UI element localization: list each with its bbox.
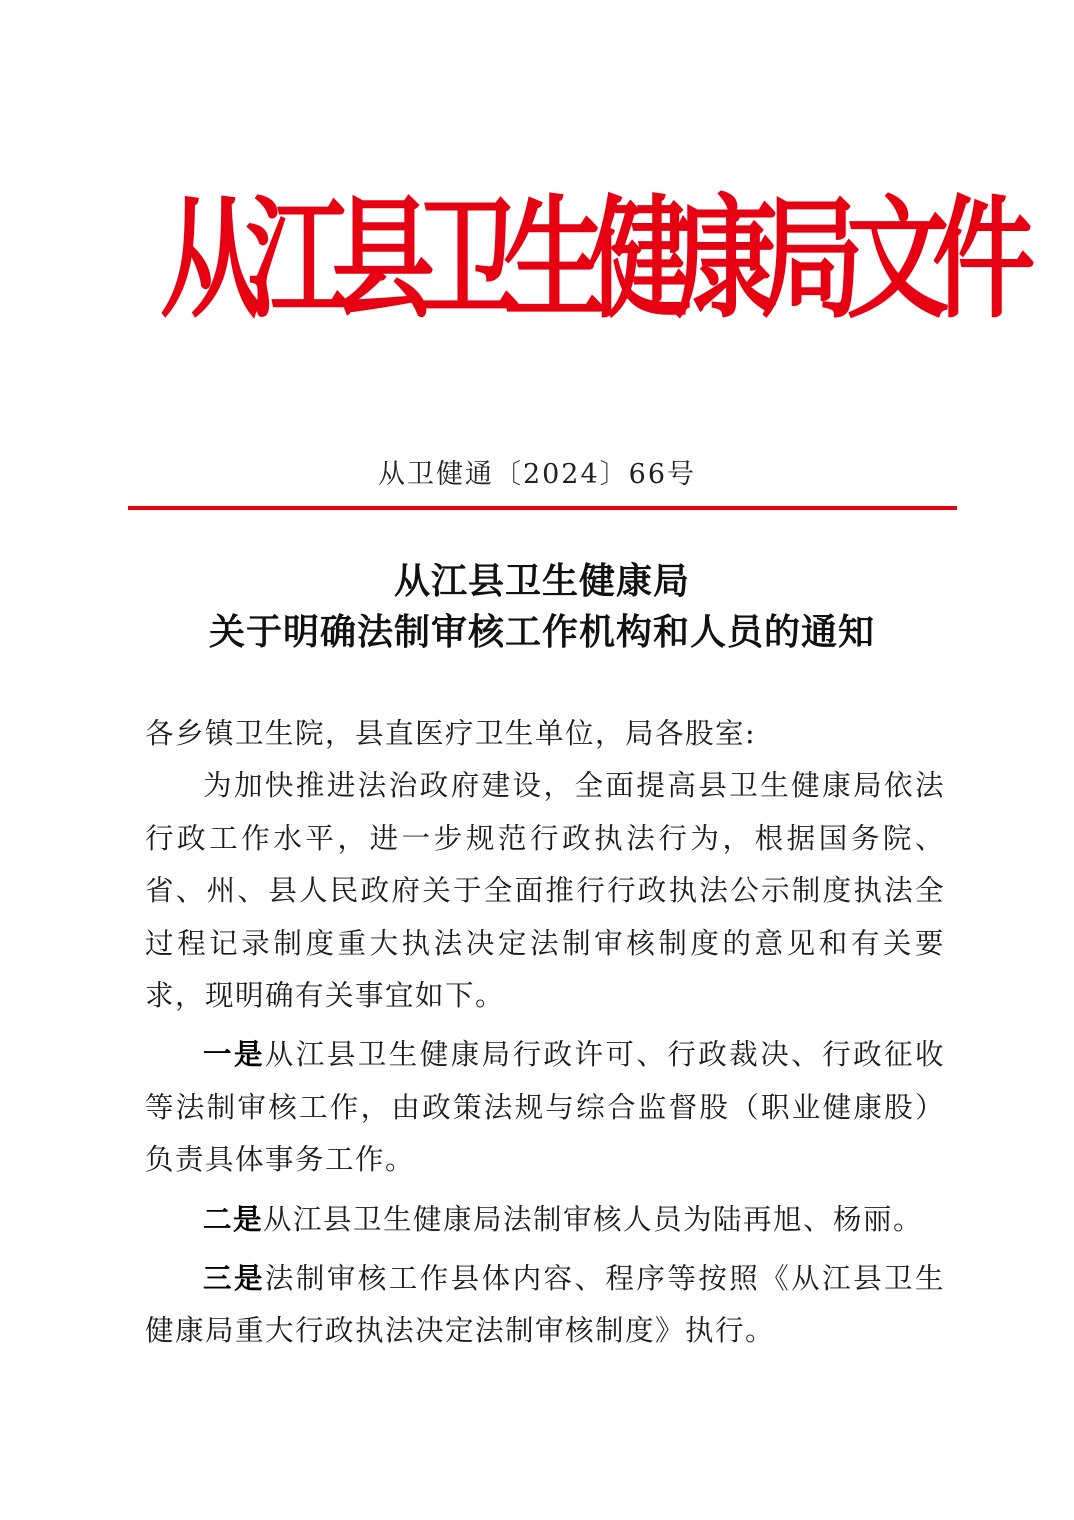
item-paragraph-1 (145, 1028, 945, 1186)
red-divider-line (128, 506, 957, 510)
item-text-3: 法制审核工作县体内容、程序等按照《从江县卫生健康局重大行政执法决定法制审核制度》执行。 (145, 1262, 945, 1348)
item-lead-3: 三是 (203, 1261, 265, 1296)
document-body (145, 708, 945, 1358)
item-lead-1: 一是 (203, 1037, 265, 1072)
document-title-line-2: 关于明确法制审核工作机构和人员的通知 (208, 611, 875, 653)
document-red-header: 从江县卫生健康局文件 (160, 183, 1018, 337)
item-text-1: 从江县卫生健康局行政许可、行政裁决、行政征收等法制审核工作，由政策法规与综合监督股（职业健康股）负责具体事务工作。 (145, 1038, 945, 1177)
item-lead-2: 二是 (203, 1201, 264, 1236)
document-title-line-1: 从江县卫生健康局 (393, 560, 690, 602)
item-text-2: 从江县卫生健康局法制审核人员为陆再旭、杨丽。 (263, 1202, 924, 1236)
item-paragraph-2 (145, 1193, 945, 1246)
document-number: 从卫健通〔2024〕66号 (377, 459, 697, 490)
item-paragraph-3 (145, 1252, 945, 1358)
intro-paragraph: 为加快推进法治政府建设，全面提高县卫生健康局依法行政工作水平，进一步规范行政执法行为，根据国务院、省、州、县人民政府关于全面推行行政执法公示制度执法全过程记录制度重大执法决定法制审核制度的意见和有关要求，现明确有关事宜如下。 (145, 769, 945, 1013)
salutation: 各乡镇卫生院，县直医疗卫生单位，局各股室: (145, 717, 757, 750)
